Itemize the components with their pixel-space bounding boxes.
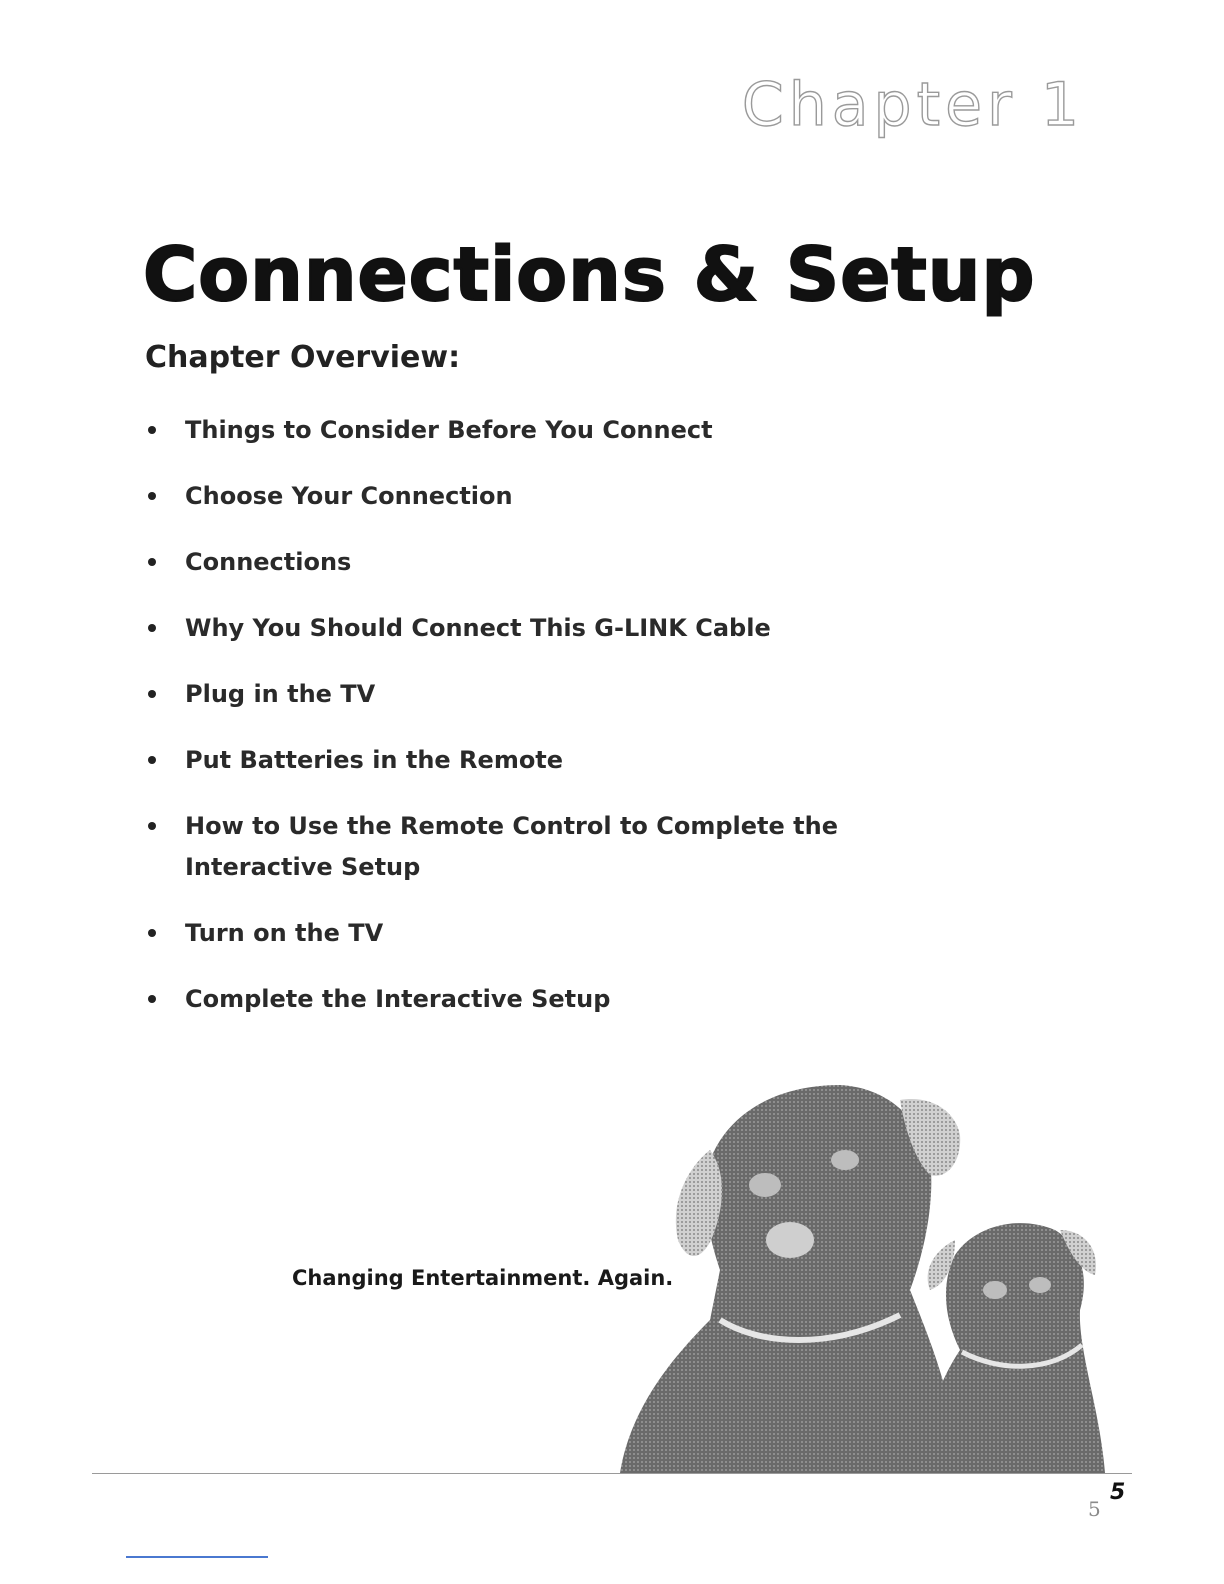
list-item [145,806,905,888]
list-item [145,740,905,781]
bullet-icon [148,624,156,632]
footer-link-line[interactable] [126,1556,268,1558]
page-number: 5 [1110,1480,1126,1505]
tagline: Changing Entertainment. Again. [292,1266,674,1290]
bullet-icon [148,690,156,698]
list-item [145,674,905,715]
list-item-text: Put Batteries in the Remote [185,746,564,774]
list-item [145,979,905,1020]
list-item-text: How to Use the Remote Control to Complete the Interactive Setup [185,812,838,881]
chapter-label: Chapter 1 [741,70,1084,140]
bullet-icon [148,756,156,764]
list-item [145,913,905,954]
list-item-text: Connections [185,548,352,576]
list-item-text: Choose Your Connection [185,482,513,510]
bullet-icon [148,995,156,1003]
list-item-text: Plug in the TV [185,680,376,708]
bullet-icon [148,492,156,500]
large-dog-icon [620,1085,960,1473]
list-item [145,476,905,517]
list-item-text: Turn on the TV [185,919,384,947]
bullet-icon [148,822,156,830]
small-dog-icon [920,1223,1105,1473]
list-item-text: Why You Should Connect This G-LINK Cable [185,614,771,642]
bullet-icon [148,426,156,434]
list-item [145,608,905,649]
overview-list [145,410,905,1045]
page-number-scan: 5 [1088,1497,1101,1521]
bullet-icon [148,558,156,566]
bullet-icon [148,929,156,937]
dogs-illustration [600,1080,1120,1475]
list-item [145,410,905,451]
bottom-rule [92,1473,1132,1474]
list-item-text: Complete the Interactive Setup [185,985,611,1013]
page-title: Connections & Setup [143,232,1036,318]
list-item-text: Things to Consider Before You Connect [185,416,713,444]
list-item [145,542,905,583]
overview-heading: Chapter Overview: [145,340,461,375]
